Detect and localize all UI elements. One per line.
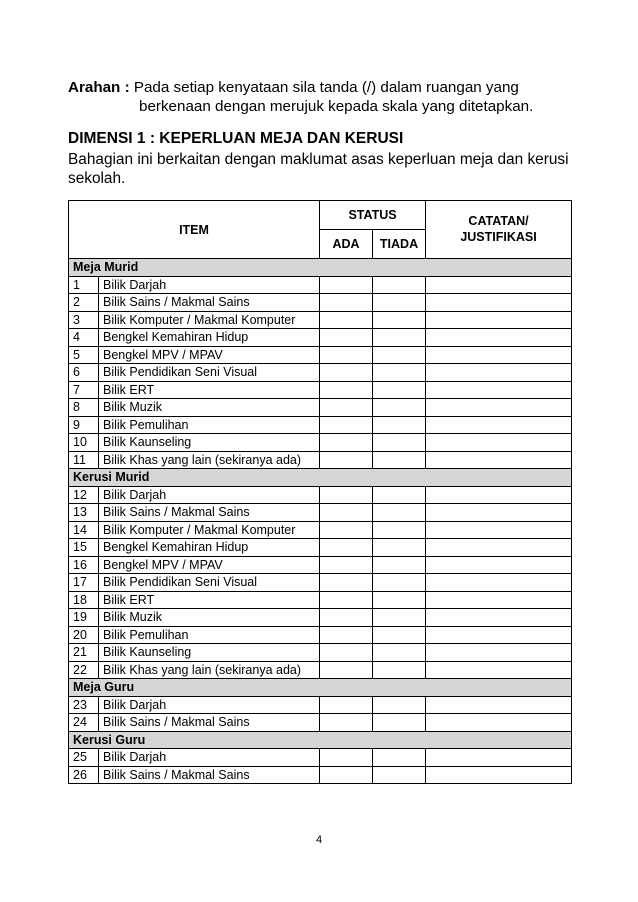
tiada-checkbox-cell[interactable] [373,346,426,364]
section-title: Kerusi Murid [69,469,572,487]
table-row [69,434,572,452]
row-item: Bilik Muzik [99,609,320,627]
tiada-checkbox-cell[interactable] [373,556,426,574]
tiada-checkbox-cell[interactable] [373,294,426,312]
ada-checkbox-cell[interactable] [320,416,373,434]
table-row [69,661,572,679]
tiada-checkbox-cell[interactable] [373,574,426,592]
dimension-title: DIMENSI 1 : KEPERLUAN MEJA DAN KERUSI [68,130,404,147]
tiada-checkbox-cell[interactable] [373,749,426,767]
catatan-input-cell[interactable] [426,329,572,347]
row-item: Bilik ERT [99,381,320,399]
ada-checkbox-cell[interactable] [320,504,373,522]
row-number: 11 [69,451,99,469]
catatan-input-cell[interactable] [426,609,572,627]
row-number: 21 [69,644,99,662]
tiada-checkbox-cell[interactable] [373,486,426,504]
ada-checkbox-cell[interactable] [320,574,373,592]
table-row [69,556,572,574]
tiada-checkbox-cell[interactable] [373,591,426,609]
ada-checkbox-cell[interactable] [320,486,373,504]
ada-checkbox-cell[interactable] [320,381,373,399]
ada-checkbox-cell[interactable] [320,346,373,364]
catatan-input-cell[interactable] [426,346,572,364]
instructions-line-2: berkenaan dengan merujuk kepada skala yang ditetapkan. [139,98,534,115]
table-row [69,696,572,714]
section-row [69,679,572,697]
row-number: 16 [69,556,99,574]
section-row [69,469,572,487]
row-item: Bengkel MPV / MPAV [99,346,320,364]
ada-checkbox-cell[interactable] [320,591,373,609]
row-number: 1 [69,276,99,294]
table-row [69,626,572,644]
row-item: Bilik Khas yang lain (sekiranya ada) [99,451,320,469]
row-number: 12 [69,486,99,504]
dimension-description: Bahagian ini berkaitan dengan maklumat asas keperluan meja dan kerusi sekolah. [68,151,569,187]
header-item: ITEM [69,201,320,259]
table-row [69,276,572,294]
ada-checkbox-cell[interactable] [320,539,373,557]
row-number: 25 [69,749,99,767]
ada-checkbox-cell[interactable] [320,399,373,417]
ada-checkbox-cell[interactable] [320,696,373,714]
row-number: 7 [69,381,99,399]
ada-checkbox-cell[interactable] [320,521,373,539]
row-number: 24 [69,714,99,732]
tiada-checkbox-cell[interactable] [373,311,426,329]
catatan-input-cell[interactable] [426,696,572,714]
catatan-input-cell[interactable] [426,416,572,434]
table-row [69,504,572,522]
table-row [69,416,572,434]
row-number: 4 [69,329,99,347]
table-row [69,591,572,609]
row-item: Bilik Darjah [99,276,320,294]
row-number: 13 [69,504,99,522]
tiada-checkbox-cell[interactable] [373,521,426,539]
catatan-input-cell[interactable] [426,714,572,732]
page-number: 4 [315,834,323,846]
row-item: Bilik Sains / Makmal Sains [99,714,320,732]
catatan-input-cell[interactable] [426,644,572,662]
section-title: Kerusi Guru [69,731,572,749]
catatan-input-cell[interactable] [426,574,572,592]
table-row [69,574,572,592]
ada-checkbox-cell[interactable] [320,749,373,767]
tiada-checkbox-cell[interactable] [373,329,426,347]
row-item: Bengkel MPV / MPAV [99,556,320,574]
instructions [68,78,588,116]
row-number: 15 [69,539,99,557]
table-row [69,364,572,382]
row-item: Bilik ERT [99,591,320,609]
tiada-checkbox-cell[interactable] [373,504,426,522]
row-number: 5 [69,346,99,364]
row-number: 22 [69,661,99,679]
ada-checkbox-cell[interactable] [320,626,373,644]
header-catatan [426,201,572,259]
tiada-checkbox-cell[interactable] [373,416,426,434]
catatan-input-cell[interactable] [426,556,572,574]
row-number: 19 [69,609,99,627]
catatan-input-cell[interactable] [426,521,572,539]
catatan-input-cell[interactable] [426,539,572,557]
catatan-input-cell[interactable] [426,434,572,452]
ada-checkbox-cell[interactable] [320,364,373,382]
row-number: 26 [69,766,99,784]
row-number: 10 [69,434,99,452]
row-item: Bilik Pemulihan [99,416,320,434]
row-item: Bilik Pendidikan Seni Visual [99,574,320,592]
row-item: Bilik Sains / Makmal Sains [99,504,320,522]
tiada-checkbox-cell[interactable] [373,539,426,557]
row-number: 3 [69,311,99,329]
catatan-input-cell[interactable] [426,364,572,382]
header-catatan-line-2: JUSTIFIKASI [460,230,537,244]
row-number: 8 [69,399,99,417]
table-row [69,346,572,364]
catatan-input-cell[interactable] [426,451,572,469]
section-title: Meja Guru [69,679,572,697]
row-number: 6 [69,364,99,382]
tiada-checkbox-cell[interactable] [373,399,426,417]
table-row [69,539,572,557]
table-row [69,521,572,539]
table-row [69,644,572,662]
table-row [69,311,572,329]
catatan-input-cell[interactable] [426,311,572,329]
row-number: 23 [69,696,99,714]
row-item: Bilik Kaunseling [99,434,320,452]
row-number: 17 [69,574,99,592]
row-item: Bilik Kaunseling [99,644,320,662]
row-item: Bilik Darjah [99,749,320,767]
instructions-line-1: Pada setiap kenyataan sila tanda (/) dalam ruangan yang [133,79,519,96]
tiada-checkbox-cell[interactable] [373,364,426,382]
row-item: Bilik Komputer / Makmal Komputer [99,521,320,539]
tiada-checkbox-cell[interactable] [373,276,426,294]
catatan-input-cell[interactable] [426,381,572,399]
ada-checkbox-cell[interactable] [320,294,373,312]
tiada-checkbox-cell[interactable] [373,661,426,679]
row-item: Bengkel Kemahiran Hidup [99,539,320,557]
row-item: Bengkel Kemahiran Hidup [99,329,320,347]
row-item: Bilik Pendidikan Seni Visual [99,364,320,382]
catatan-input-cell[interactable] [426,399,572,417]
ada-checkbox-cell[interactable] [320,451,373,469]
table-row [69,486,572,504]
catatan-input-cell[interactable] [426,486,572,504]
header-ada: ADA [320,230,373,259]
ada-checkbox-cell[interactable] [320,661,373,679]
ada-checkbox-cell[interactable] [320,311,373,329]
tiada-checkbox-cell[interactable] [373,626,426,644]
row-number: 20 [69,626,99,644]
header-catatan-line-1: CATATAN/ [468,214,529,228]
instructions-label: Arahan [68,79,121,96]
tiada-checkbox-cell[interactable] [373,609,426,627]
table-row [69,749,572,767]
row-item: Bilik Khas yang lain (sekiranya ada) [99,661,320,679]
catatan-input-cell[interactable] [426,766,572,784]
row-item: Bilik Darjah [99,696,320,714]
tiada-checkbox-cell[interactable] [373,644,426,662]
tiada-checkbox-cell[interactable] [373,381,426,399]
table-row [69,451,572,469]
section-row [69,731,572,749]
row-number: 18 [69,591,99,609]
instructions-colon: : [124,79,130,96]
table-row [69,329,572,347]
ada-checkbox-cell[interactable] [320,434,373,452]
checklist-table [68,200,572,784]
catatan-input-cell[interactable] [426,749,572,767]
catatan-input-cell[interactable] [426,661,572,679]
catatan-input-cell[interactable] [426,294,572,312]
catatan-input-cell[interactable] [426,504,572,522]
ada-checkbox-cell[interactable] [320,714,373,732]
row-item: Bilik Darjah [99,486,320,504]
row-number: 14 [69,521,99,539]
ada-checkbox-cell[interactable] [320,556,373,574]
section-row [69,259,572,277]
ada-checkbox-cell[interactable] [320,276,373,294]
table-row [69,609,572,627]
table-row [69,714,572,732]
table-row [69,399,572,417]
ada-checkbox-cell[interactable] [320,329,373,347]
row-item: Bilik Muzik [99,399,320,417]
catatan-input-cell[interactable] [426,276,572,294]
catatan-input-cell[interactable] [426,591,572,609]
header-tiada: TIADA [373,230,426,259]
table-row [69,381,572,399]
row-number: 9 [69,416,99,434]
ada-checkbox-cell[interactable] [320,609,373,627]
table-row [69,766,572,784]
table-body [69,259,572,784]
table-row [69,294,572,312]
row-item: Bilik Sains / Makmal Sains [99,294,320,312]
tiada-checkbox-cell[interactable] [373,434,426,452]
row-item: Bilik Komputer / Makmal Komputer [99,311,320,329]
ada-checkbox-cell[interactable] [320,644,373,662]
tiada-checkbox-cell[interactable] [373,766,426,784]
tiada-checkbox-cell[interactable] [373,451,426,469]
section-title: Meja Murid [69,259,572,277]
row-number: 2 [69,294,99,312]
row-item: Bilik Sains / Makmal Sains [99,766,320,784]
row-item: Bilik Pemulihan [99,626,320,644]
ada-checkbox-cell[interactable] [320,766,373,784]
tiada-checkbox-cell[interactable] [373,714,426,732]
tiada-checkbox-cell[interactable] [373,696,426,714]
catatan-input-cell[interactable] [426,626,572,644]
header-status: STATUS [320,201,426,230]
